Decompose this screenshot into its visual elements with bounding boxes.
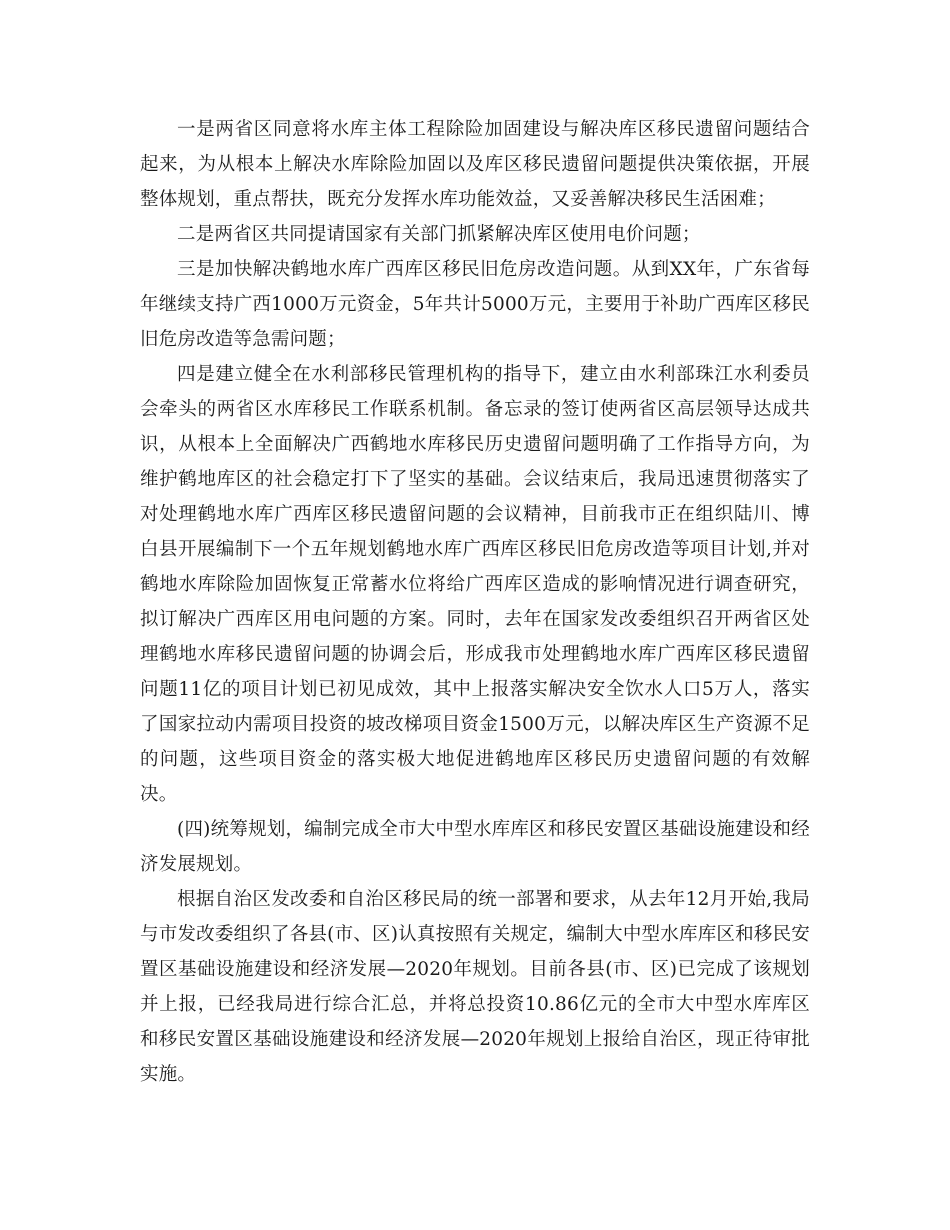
paragraph-2: 二是两省区共同提请国家有关部门抓紧解决库区使用电价问题； (177, 224, 701, 245)
section-heading-4: (四)统筹规划，编制完成全市大中型水库库区和移民安置区基础设施建设和经济发展规划。 (140, 819, 810, 875)
paragraph-5: 根据自治区发改委和自治区移民局的统一部署和要求，从去年12月开始,我局与市发改委组织了各县(市、区)认真按照有关规定，编制大中型水库库区和移民安置区基础设施建设和经济发展—2020年规划。目前各县(市、区)已完成了该规划并上报，已经我局进行综合汇总，并将总投资10.86亿元的全市大中型水库库区和移民安置区基础设施建设和经济发展—2020年规划上报给自治区，现正待审批实施。 (140, 889, 810, 1085)
paragraph-1: 一是两省区同意将水库主体工程除险加固建设与解决库区移民遗留问题结合起来，为从根本上解决水库除险加固以及库区移民遗留问题提供决策依据，开展整体规划，重点帮扶，既充分发挥水库功能效益，又妥善解决移民生活困难； (140, 119, 810, 210)
paragraph-4: 四是建立健全在水利部移民管理机构的指导下，建立由水利部珠江水利委员会牵头的两省区水库移民工作联系机制。备忘录的签订使两省区高层领导达成共识，从根本上全面解决广西鹤地水库移民历史遗留问题明确了工作指导方向，为维护鹤地库区的社会稳定打下了坚实的基础。会议结束后，我局迅速贯彻落实了对处理鹤地水库广西库区移民遗留问题的会议精神，目前我市正在组织陆川、博白县开展编制下一个五年规划鹤地水库广西库区移民旧危房改造等项目计划,并对鹤地水库除险加固恢复正常蓄水位将给广西库区造成的影响情况进行调查研究，拟订解决广西库区用电问题的方案。同时，去年在国家发改委组织召开两省区处理鹤地水库移民遗留问题的协调会后，形成我市处理鹤地水库广西库区移民遗留问题11亿的项目计划已初见成效，其中上报落实解决安全饮水人口5万人，落实了国家拉动内需项目投资的坡改梯项目资金1500万元，以解决库区生产资源不足的问题，这些项目资金的落实极大地促进鹤地库区移民历史遗留问题的有效解决。 (140, 364, 810, 805)
document-body (140, 112, 810, 1092)
paragraph-3: 三是加快解决鹤地水库广西库区移民旧危房改造问题。从到XX年，广东省每年继续支持广西1000万元资金，5年共计5000万元，主要用于补助广西库区移民旧危房改造等急需问题； (140, 259, 810, 350)
